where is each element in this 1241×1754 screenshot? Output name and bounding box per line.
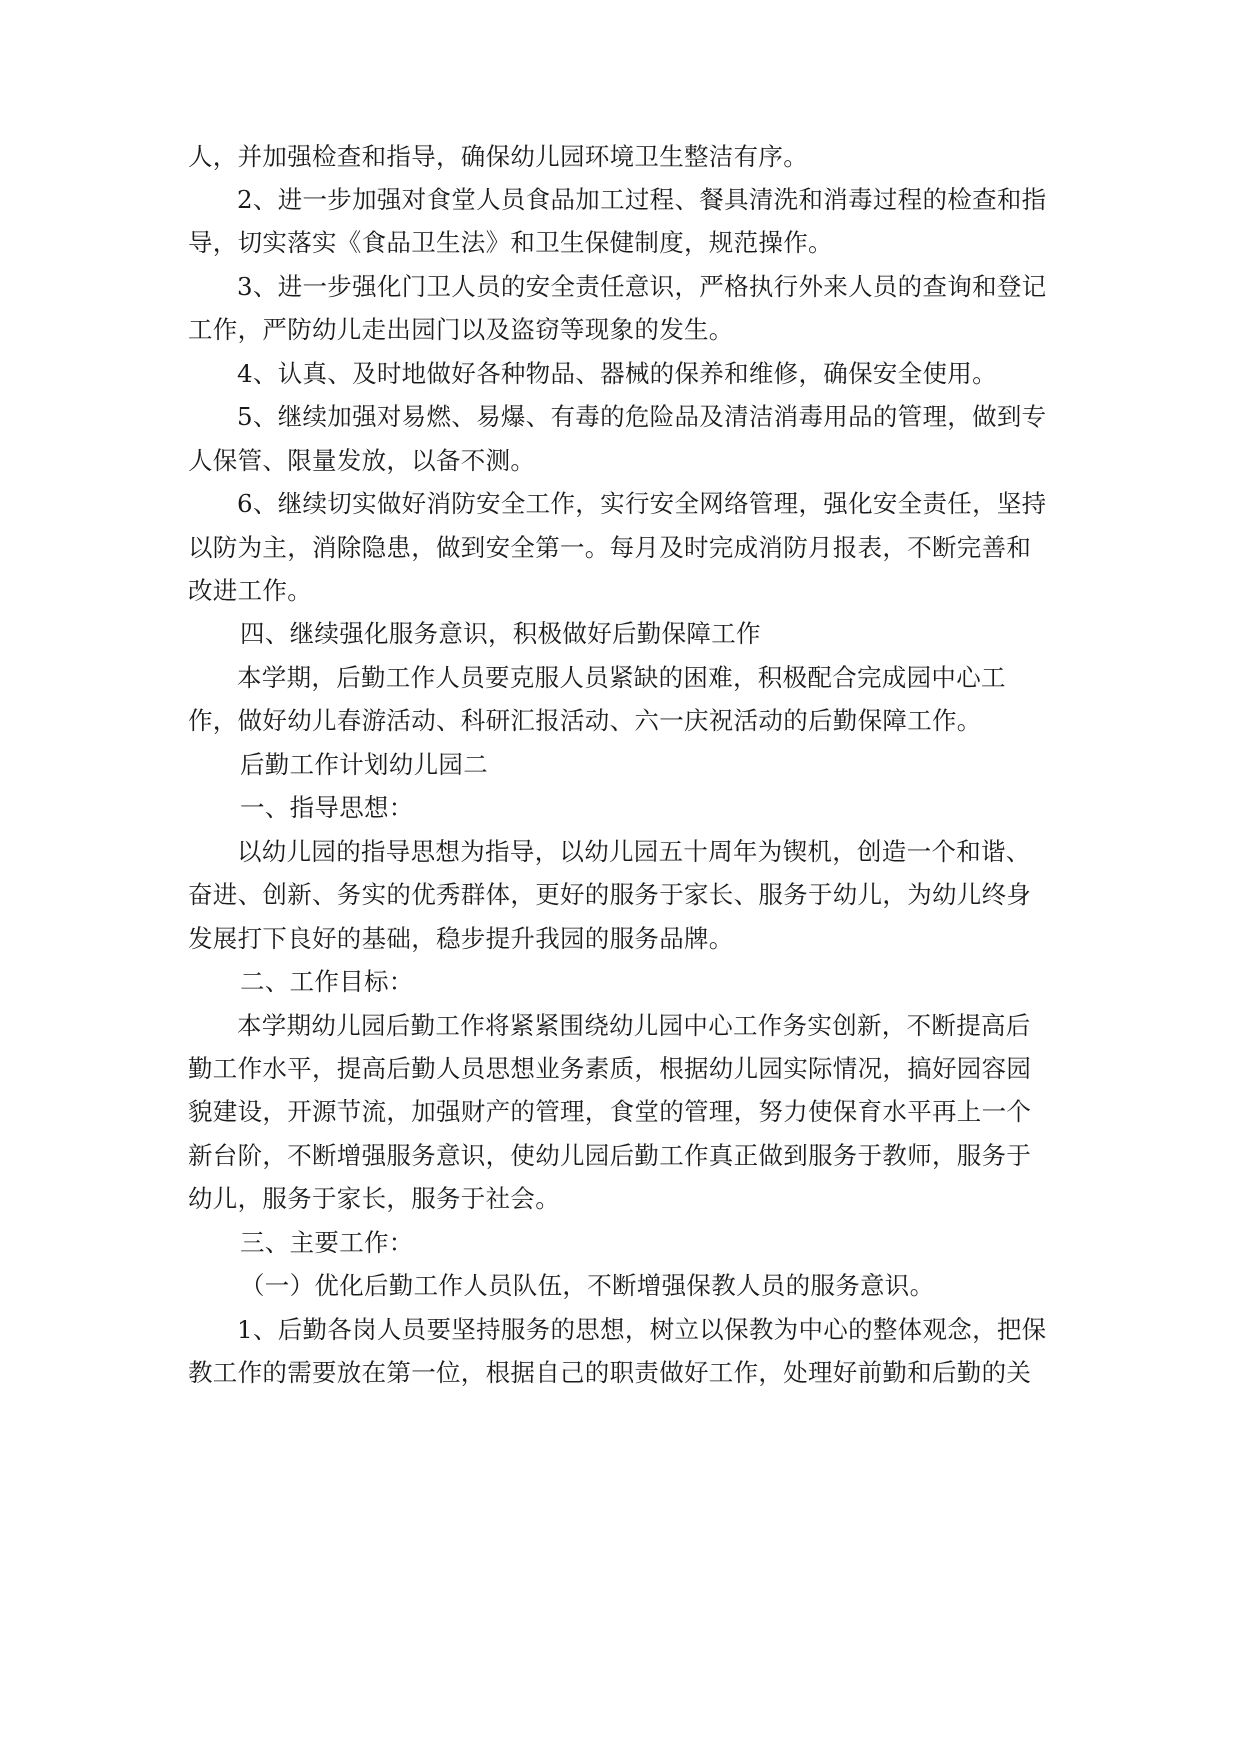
text-line: 导，切实落实《食品卫生法》和卫生保健制度，规范操作。 — [188, 228, 833, 257]
section-heading: 一、指导思想： — [240, 793, 414, 822]
text-line: 教工作的需要放在第一位，根据自己的职责做好工作，处理好前勤和后勤的关 — [188, 1358, 1032, 1387]
text-line: 以幼儿园的指导思想为指导，以幼儿园五十周年为锲机，创造一个和谐、 — [237, 837, 1031, 866]
subsection-heading: （一）优化后勤工作人员队伍，不断增强保教人员的服务意识。 — [240, 1271, 935, 1300]
text-line: 貌建设，开源节流，加强财产的管理，食堂的管理，努力使保育水平再上一个 — [188, 1097, 1032, 1126]
text-line: 以防为主，消除隐患，做到安全第一。每月及时完成消防月报表，不断完善和 — [188, 533, 1032, 562]
text-line: 发展打下良好的基础，稳步提升我园的服务品牌。 — [188, 924, 734, 953]
text-line: 人，并加强检查和指导，确保幼儿园环境卫生整洁有序。 — [188, 142, 808, 171]
text-line: 本学期，后勤工作人员要克服人员紧缺的困难，积极配合完成园中心工 — [237, 663, 1006, 692]
section-heading: 后勤工作计划幼儿园二 — [240, 750, 488, 779]
text-line: 改进工作。 — [188, 576, 312, 605]
text-line: 作，做好幼儿春游活动、科研汇报活动、六一庆祝活动的后勤保障工作。 — [188, 706, 982, 735]
section-heading: 三、主要工作： — [240, 1228, 414, 1257]
text-line: 工作，严防幼儿走出园门以及盗窃等现象的发生。 — [188, 315, 734, 344]
text-line: 1、后勤各岗人员要坚持服务的思想，树立以保教为中心的整体观念，把保 — [237, 1315, 1047, 1344]
text-line: 勤工作水平，提高后勤人员思想业务素质，根据幼儿园实际情况，搞好园容园 — [188, 1054, 1032, 1083]
section-heading: 二、工作目标： — [240, 967, 414, 996]
text-line: 人保管、限量发放，以备不测。 — [188, 446, 536, 475]
text-line: 2、进一步加强对食堂人员食品加工过程、餐具清洗和消毒过程的检查和指 — [237, 185, 1047, 214]
text-line: 4、认真、及时地做好各种物品、器械的保养和维修，确保安全使用。 — [237, 359, 997, 388]
section-heading: 四、继续强化服务意识，积极做好后勤保障工作 — [240, 619, 761, 648]
text-line: 5、继续加强对易燃、易爆、有毒的危险品及清洁消毒用品的管理，做到专 — [237, 402, 1047, 431]
text-line: 本学期幼儿园后勤工作将紧紧围绕幼儿园中心工作务实创新，不断提高后 — [237, 1011, 1031, 1040]
text-line: 奋进、创新、务实的优秀群体，更好的服务于家长、服务于幼儿，为幼儿终身 — [188, 880, 1032, 909]
text-line: 新台阶，不断增强服务意识，使幼儿园后勤工作真正做到服务于教师，服务于 — [188, 1141, 1032, 1170]
text-line: 6、继续切实做好消防安全工作，实行安全网络管理，强化安全责任，坚持 — [237, 489, 1047, 518]
text-line: 3、进一步强化门卫人员的安全责任意识，严格执行外来人员的查询和登记 — [237, 272, 1047, 301]
text-line: 幼儿，服务于家长，服务于社会。 — [188, 1184, 560, 1213]
